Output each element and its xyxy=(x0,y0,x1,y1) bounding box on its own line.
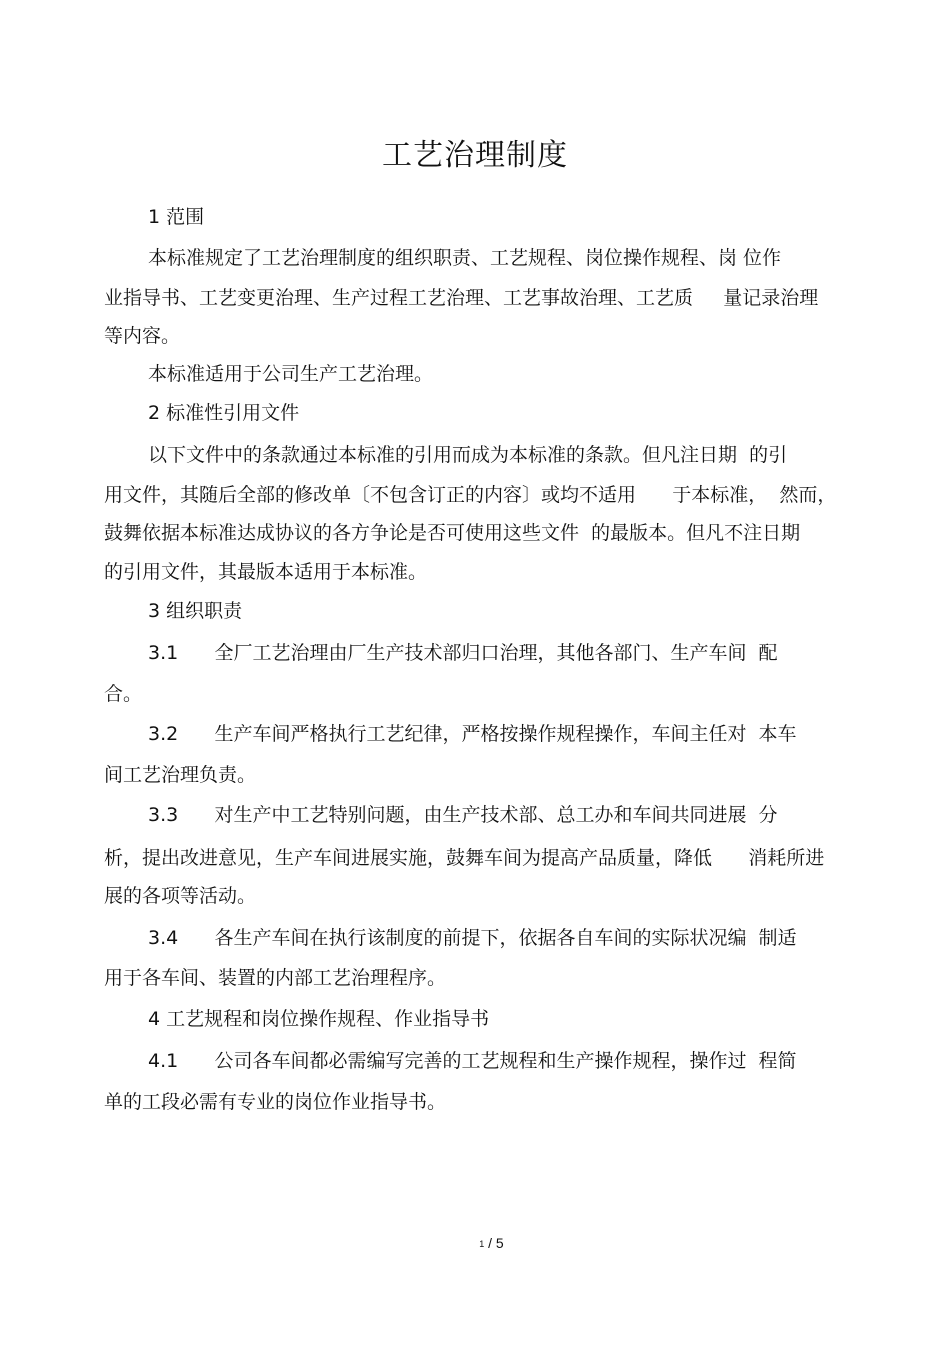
paragraph-line: 以下文件中的条款通过本标准的引用而成为本标准的条款。但凡注日期 的引 xyxy=(148,444,788,466)
section-heading-scope: 1 范围 xyxy=(148,206,205,228)
section-heading-references: 2 标准性引用文件 xyxy=(148,402,300,424)
paragraph-line: 用文件，其随后全部的修改单〔不包含订正的内容〕或均不适用 于本标准， 然而， xyxy=(104,484,837,506)
paragraph-line: 单的工段必需有专业的岗位作业指导书。 xyxy=(104,1091,447,1113)
clause-3-3: 3.3 对生产中工艺特别问题，由生产技术部、总工办和车间共同进展 分 xyxy=(148,804,778,826)
clause-3-4: 3.4 各生产车间在执行该制度的前提下，依据各自车间的实际状况编 制适 xyxy=(148,927,797,949)
section-heading-procedures: 4 工艺规程和岗位操作规程、作业指导书 xyxy=(148,1008,490,1030)
paragraph-line: 等内容。 xyxy=(104,325,181,347)
clause-4-1: 4.1 公司各车间都必需编写完善的工艺规程和生产操作规程，操作过 程简 xyxy=(148,1050,797,1072)
page-total: / 5 xyxy=(484,1235,504,1251)
paragraph-line: 间工艺治理负责。 xyxy=(104,764,257,786)
paragraph-line: 本标准适用于公司生产工艺治理。 xyxy=(148,363,434,385)
paragraph-line: 展的各项等活动。 xyxy=(104,885,257,907)
document-title: 工艺治理制度 xyxy=(382,138,568,173)
clause-3-1: 3.1 全厂工艺治理由厂生产技术部归口治理，其他各部门、生产车间 配 xyxy=(148,642,778,664)
paragraph-line: 鼓舞依据本标准达成协议的各方争论是否可使用这些文件 的最版本。但凡不注日期 xyxy=(104,522,801,544)
paragraph-line: 的引用文件，其最版本适用于本标准。 xyxy=(104,561,428,583)
paragraph-line: 本标准规定了工艺治理制度的组织职责、工艺规程、岗位操作规程、岗 位作 xyxy=(148,247,782,269)
section-heading-responsibilities: 3 组织职责 xyxy=(148,600,243,622)
clause-3-2: 3.2 生产车间严格执行工艺纪律，严格按操作规程操作，车间主任对 本车 xyxy=(148,723,797,745)
paragraph-line: 用于各车间、装置的内部工艺治理程序。 xyxy=(104,967,447,989)
page-current: 1 xyxy=(479,1239,485,1249)
paragraph-line: 业指导书、工艺变更治理、生产过程工艺治理、工艺事故治理、工艺质 量记录治理 xyxy=(104,287,819,309)
paragraph-line: 合。 xyxy=(104,683,143,705)
page-number xyxy=(0,1235,950,1251)
paragraph-line: 析，提出改进意见，生产车间进展实施，鼓舞车间为提高产品质量，降低 消耗所进 xyxy=(104,847,825,869)
